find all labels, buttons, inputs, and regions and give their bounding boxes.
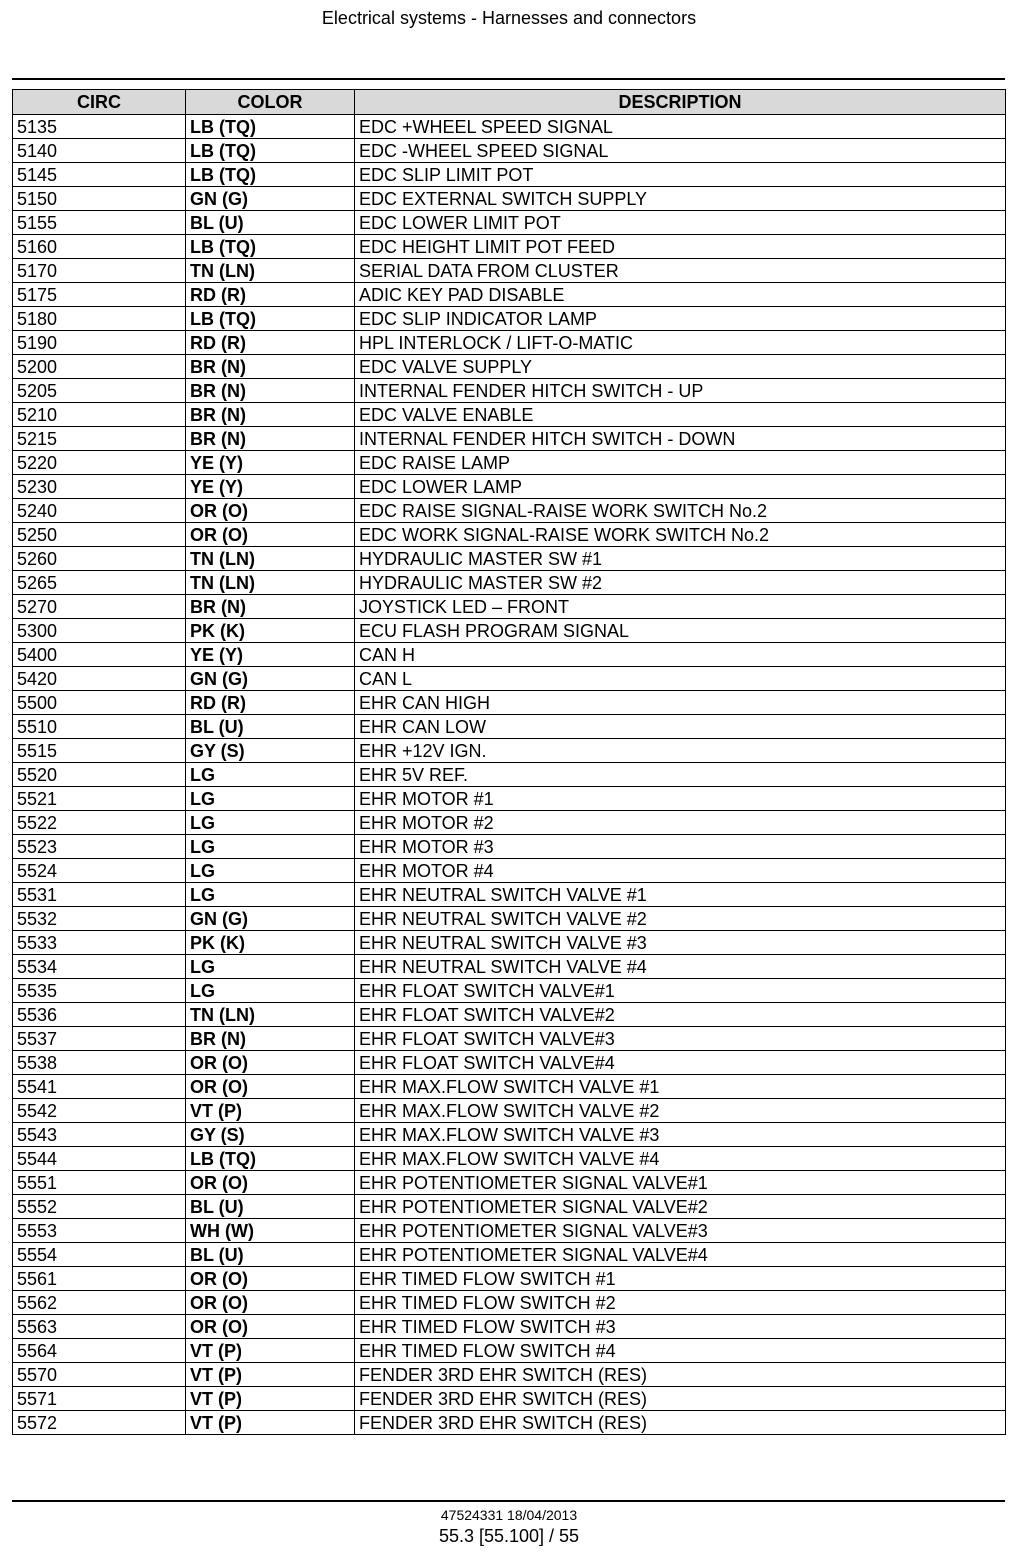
circ-cell: 5240 bbox=[13, 499, 186, 523]
circ-cell: 5533 bbox=[13, 931, 186, 955]
circ-cell: 5160 bbox=[13, 235, 186, 259]
description-cell: EDC +WHEEL SPEED SIGNAL bbox=[355, 115, 1006, 139]
table-row bbox=[13, 619, 1006, 643]
circ-cell: 5150 bbox=[13, 187, 186, 211]
color-cell: GY (S) bbox=[186, 1123, 355, 1147]
table-row bbox=[13, 355, 1006, 379]
color-cell: YE (Y) bbox=[186, 643, 355, 667]
circ-cell: 5230 bbox=[13, 475, 186, 499]
circ-cell: 5170 bbox=[13, 259, 186, 283]
circ-cell: 5400 bbox=[13, 643, 186, 667]
table-header-row bbox=[13, 90, 1006, 115]
table-row bbox=[13, 211, 1006, 235]
color-cell: VT (P) bbox=[186, 1363, 355, 1387]
table-row bbox=[13, 1219, 1006, 1243]
table-row bbox=[13, 331, 1006, 355]
circ-cell: 5145 bbox=[13, 163, 186, 187]
color-cell: OR (O) bbox=[186, 499, 355, 523]
color-cell: VT (P) bbox=[186, 1099, 355, 1123]
table-row bbox=[13, 763, 1006, 787]
description-cell: HYDRAULIC MASTER SW #2 bbox=[355, 571, 1006, 595]
circ-cell: 5215 bbox=[13, 427, 186, 451]
circ-cell: 5538 bbox=[13, 1051, 186, 1075]
table-row bbox=[13, 1051, 1006, 1075]
table-row bbox=[13, 403, 1006, 427]
circ-cell: 5520 bbox=[13, 763, 186, 787]
page-title: Electrical systems - Harnesses and connectors bbox=[321, 8, 697, 28]
table-row bbox=[13, 1003, 1006, 1027]
color-cell: BL (U) bbox=[186, 1195, 355, 1219]
color-cell: BL (U) bbox=[186, 211, 355, 235]
description-cell: EHR MAX.FLOW SWITCH VALVE #3 bbox=[355, 1123, 1006, 1147]
column-header-color: COLOR bbox=[186, 90, 355, 115]
table-row bbox=[13, 451, 1006, 475]
table-row bbox=[13, 307, 1006, 331]
table-row bbox=[13, 163, 1006, 187]
table-row bbox=[13, 1267, 1006, 1291]
color-cell: LG bbox=[186, 979, 355, 1003]
circ-cell: 5250 bbox=[13, 523, 186, 547]
circ-cell: 5572 bbox=[13, 1411, 186, 1435]
circ-cell: 5140 bbox=[13, 139, 186, 163]
color-cell: OR (O) bbox=[186, 1315, 355, 1339]
color-cell: LB (TQ) bbox=[186, 235, 355, 259]
circ-cell: 5554 bbox=[13, 1243, 186, 1267]
page-number: 55.3 [55.100] / 55 bbox=[438, 1526, 580, 1546]
circ-cell: 5200 bbox=[13, 355, 186, 379]
color-cell: TN (LN) bbox=[186, 259, 355, 283]
circuit-table bbox=[12, 89, 1006, 1435]
table-row bbox=[13, 1339, 1006, 1363]
table-row bbox=[13, 1075, 1006, 1099]
description-cell: EHR NEUTRAL SWITCH VALVE #4 bbox=[355, 955, 1006, 979]
color-cell: TN (LN) bbox=[186, 1003, 355, 1027]
color-cell: YE (Y) bbox=[186, 451, 355, 475]
description-cell: EDC EXTERNAL SWITCH SUPPLY bbox=[355, 187, 1006, 211]
color-cell: OR (O) bbox=[186, 1075, 355, 1099]
circ-cell: 5523 bbox=[13, 835, 186, 859]
description-cell: EHR TIMED FLOW SWITCH #2 bbox=[355, 1291, 1006, 1315]
table-row bbox=[13, 955, 1006, 979]
description-cell: EDC HEIGHT LIMIT POT FEED bbox=[355, 235, 1006, 259]
color-cell: YE (Y) bbox=[186, 475, 355, 499]
table-row bbox=[13, 811, 1006, 835]
color-cell: LB (TQ) bbox=[186, 1147, 355, 1171]
color-cell: TN (LN) bbox=[186, 571, 355, 595]
description-cell: EHR TIMED FLOW SWITCH #4 bbox=[355, 1339, 1006, 1363]
table-row bbox=[13, 1387, 1006, 1411]
color-cell: OR (O) bbox=[186, 1051, 355, 1075]
description-cell: SERIAL DATA FROM CLUSTER bbox=[355, 259, 1006, 283]
description-cell: INTERNAL FENDER HITCH SWITCH - UP bbox=[355, 379, 1006, 403]
circ-cell: 5561 bbox=[13, 1267, 186, 1291]
description-cell: ECU FLASH PROGRAM SIGNAL bbox=[355, 619, 1006, 643]
description-cell: EHR POTENTIOMETER SIGNAL VALVE#3 bbox=[355, 1219, 1006, 1243]
description-cell: CAN H bbox=[355, 643, 1006, 667]
table-row bbox=[13, 1195, 1006, 1219]
description-cell: EHR NEUTRAL SWITCH VALVE #3 bbox=[355, 931, 1006, 955]
description-cell: EHR MAX.FLOW SWITCH VALVE #4 bbox=[355, 1147, 1006, 1171]
table-row bbox=[13, 259, 1006, 283]
description-cell: EHR MOTOR #2 bbox=[355, 811, 1006, 835]
color-cell: LB (TQ) bbox=[186, 139, 355, 163]
description-cell: EDC WORK SIGNAL-RAISE WORK SWITCH No.2 bbox=[355, 523, 1006, 547]
description-cell: EDC LOWER LAMP bbox=[355, 475, 1006, 499]
color-cell: RD (R) bbox=[186, 331, 355, 355]
color-cell: OR (O) bbox=[186, 1267, 355, 1291]
circ-cell: 5515 bbox=[13, 739, 186, 763]
description-cell: EHR +12V IGN. bbox=[355, 739, 1006, 763]
table-row bbox=[13, 715, 1006, 739]
color-cell: BR (N) bbox=[186, 595, 355, 619]
circ-cell: 5562 bbox=[13, 1291, 186, 1315]
color-cell: LG bbox=[186, 811, 355, 835]
color-cell: OR (O) bbox=[186, 523, 355, 547]
color-cell: VT (P) bbox=[186, 1411, 355, 1435]
table-row bbox=[13, 115, 1006, 139]
table-row bbox=[13, 979, 1006, 1003]
description-cell: ADIC KEY PAD DISABLE bbox=[355, 283, 1006, 307]
circ-cell: 5260 bbox=[13, 547, 186, 571]
description-cell: EDC RAISE SIGNAL-RAISE WORK SWITCH No.2 bbox=[355, 499, 1006, 523]
description-cell: EHR FLOAT SWITCH VALVE#2 bbox=[355, 1003, 1006, 1027]
circ-cell: 5210 bbox=[13, 403, 186, 427]
table-row bbox=[13, 667, 1006, 691]
color-cell: BR (N) bbox=[186, 427, 355, 451]
circ-cell: 5510 bbox=[13, 715, 186, 739]
circ-cell: 5552 bbox=[13, 1195, 186, 1219]
description-cell: EDC SLIP LIMIT POT bbox=[355, 163, 1006, 187]
description-cell: FENDER 3RD EHR SWITCH (RES) bbox=[355, 1387, 1006, 1411]
description-cell: EHR CAN HIGH bbox=[355, 691, 1006, 715]
table-row bbox=[13, 139, 1006, 163]
description-cell: INTERNAL FENDER HITCH SWITCH - DOWN bbox=[355, 427, 1006, 451]
table-row bbox=[13, 427, 1006, 451]
color-cell: LB (TQ) bbox=[186, 115, 355, 139]
color-cell: LG bbox=[186, 787, 355, 811]
circ-cell: 5220 bbox=[13, 451, 186, 475]
color-cell: OR (O) bbox=[186, 1291, 355, 1315]
description-cell: EHR 5V REF. bbox=[355, 763, 1006, 787]
circ-cell: 5175 bbox=[13, 283, 186, 307]
description-cell: EHR FLOAT SWITCH VALVE#1 bbox=[355, 979, 1006, 1003]
color-cell: VT (P) bbox=[186, 1339, 355, 1363]
table-row bbox=[13, 1315, 1006, 1339]
description-cell: EDC SLIP INDICATOR LAMP bbox=[355, 307, 1006, 331]
color-cell: VT (P) bbox=[186, 1387, 355, 1411]
description-cell: EHR POTENTIOMETER SIGNAL VALVE#4 bbox=[355, 1243, 1006, 1267]
circ-cell: 5135 bbox=[13, 115, 186, 139]
table-row bbox=[13, 907, 1006, 931]
description-cell: HYDRAULIC MASTER SW #1 bbox=[355, 547, 1006, 571]
circ-cell: 5571 bbox=[13, 1387, 186, 1411]
color-cell: WH (W) bbox=[186, 1219, 355, 1243]
color-cell: LG bbox=[186, 883, 355, 907]
color-cell: LB (TQ) bbox=[186, 163, 355, 187]
footer-divider bbox=[12, 1500, 1005, 1502]
description-cell: EHR TIMED FLOW SWITCH #3 bbox=[355, 1315, 1006, 1339]
description-cell: EDC RAISE LAMP bbox=[355, 451, 1006, 475]
circ-cell: 5541 bbox=[13, 1075, 186, 1099]
table-row bbox=[13, 643, 1006, 667]
circ-cell: 5544 bbox=[13, 1147, 186, 1171]
circ-cell: 5300 bbox=[13, 619, 186, 643]
color-cell: PK (K) bbox=[186, 931, 355, 955]
table-row bbox=[13, 1027, 1006, 1051]
circ-cell: 5524 bbox=[13, 859, 186, 883]
table-row bbox=[13, 1171, 1006, 1195]
table-row bbox=[13, 1099, 1006, 1123]
table-row bbox=[13, 547, 1006, 571]
description-cell: EHR MOTOR #3 bbox=[355, 835, 1006, 859]
circ-cell: 5180 bbox=[13, 307, 186, 331]
table-row bbox=[13, 571, 1006, 595]
table-row bbox=[13, 787, 1006, 811]
circ-cell: 5553 bbox=[13, 1219, 186, 1243]
circ-cell: 5570 bbox=[13, 1363, 186, 1387]
circ-cell: 5563 bbox=[13, 1315, 186, 1339]
color-cell: BL (U) bbox=[186, 1243, 355, 1267]
circ-cell: 5564 bbox=[13, 1339, 186, 1363]
table-row bbox=[13, 475, 1006, 499]
table-row bbox=[13, 835, 1006, 859]
color-cell: BR (N) bbox=[186, 379, 355, 403]
table-row bbox=[13, 1243, 1006, 1267]
color-cell: GN (G) bbox=[186, 667, 355, 691]
description-cell: HPL INTERLOCK / LIFT-O-MATIC bbox=[355, 331, 1006, 355]
circ-cell: 5521 bbox=[13, 787, 186, 811]
description-cell: EHR NEUTRAL SWITCH VALVE #1 bbox=[355, 883, 1006, 907]
description-cell: EHR MOTOR #4 bbox=[355, 859, 1006, 883]
description-cell: EHR CAN LOW bbox=[355, 715, 1006, 739]
color-cell: BL (U) bbox=[186, 715, 355, 739]
circ-cell: 5155 bbox=[13, 211, 186, 235]
description-cell: CAN L bbox=[355, 667, 1006, 691]
table-row bbox=[13, 1411, 1006, 1435]
table-row bbox=[13, 1363, 1006, 1387]
table-row bbox=[13, 595, 1006, 619]
color-cell: BR (N) bbox=[186, 403, 355, 427]
color-cell: GN (G) bbox=[186, 907, 355, 931]
circ-cell: 5537 bbox=[13, 1027, 186, 1051]
description-cell: JOYSTICK LED – FRONT bbox=[355, 595, 1006, 619]
circ-cell: 5205 bbox=[13, 379, 186, 403]
description-cell: EDC -WHEEL SPEED SIGNAL bbox=[355, 139, 1006, 163]
color-cell: LB (TQ) bbox=[186, 307, 355, 331]
description-cell: EHR FLOAT SWITCH VALVE#3 bbox=[355, 1027, 1006, 1051]
color-cell: LG bbox=[186, 835, 355, 859]
color-cell: GY (S) bbox=[186, 739, 355, 763]
table-row bbox=[13, 499, 1006, 523]
table-row bbox=[13, 931, 1006, 955]
color-cell: RD (R) bbox=[186, 283, 355, 307]
color-cell: GN (G) bbox=[186, 187, 355, 211]
color-cell: BR (N) bbox=[186, 355, 355, 379]
header-divider bbox=[12, 78, 1005, 80]
description-cell: FENDER 3RD EHR SWITCH (RES) bbox=[355, 1363, 1006, 1387]
circ-cell: 5531 bbox=[13, 883, 186, 907]
color-cell: TN (LN) bbox=[186, 547, 355, 571]
circ-cell: 5551 bbox=[13, 1171, 186, 1195]
circ-cell: 5535 bbox=[13, 979, 186, 1003]
circ-cell: 5522 bbox=[13, 811, 186, 835]
circ-cell: 5270 bbox=[13, 595, 186, 619]
circ-cell: 5420 bbox=[13, 667, 186, 691]
circ-cell: 5532 bbox=[13, 907, 186, 931]
color-cell: BR (N) bbox=[186, 1027, 355, 1051]
color-cell: OR (O) bbox=[186, 1171, 355, 1195]
table-row bbox=[13, 235, 1006, 259]
document-reference: 47524331 18/04/2013 bbox=[440, 1507, 578, 1523]
circ-cell: 5536 bbox=[13, 1003, 186, 1027]
description-cell: EHR POTENTIOMETER SIGNAL VALVE#2 bbox=[355, 1195, 1006, 1219]
circ-cell: 5265 bbox=[13, 571, 186, 595]
table-body bbox=[13, 115, 1006, 1435]
color-cell: RD (R) bbox=[186, 691, 355, 715]
table-row bbox=[13, 1147, 1006, 1171]
table-row bbox=[13, 691, 1006, 715]
description-cell: EDC LOWER LIMIT POT bbox=[355, 211, 1006, 235]
description-cell: EHR MOTOR #1 bbox=[355, 787, 1006, 811]
circ-cell: 5542 bbox=[13, 1099, 186, 1123]
table-row bbox=[13, 379, 1006, 403]
description-cell: FENDER 3RD EHR SWITCH (RES) bbox=[355, 1411, 1006, 1435]
table-row bbox=[13, 1291, 1006, 1315]
color-cell: LG bbox=[186, 763, 355, 787]
table-row bbox=[13, 739, 1006, 763]
description-cell: EDC VALVE SUPPLY bbox=[355, 355, 1006, 379]
table-row bbox=[13, 187, 1006, 211]
description-cell: EHR POTENTIOMETER SIGNAL VALVE#1 bbox=[355, 1171, 1006, 1195]
description-cell: EHR FLOAT SWITCH VALVE#4 bbox=[355, 1051, 1006, 1075]
circ-cell: 5543 bbox=[13, 1123, 186, 1147]
circ-cell: 5190 bbox=[13, 331, 186, 355]
table-row bbox=[13, 523, 1006, 547]
circ-cell: 5534 bbox=[13, 955, 186, 979]
description-cell: EHR TIMED FLOW SWITCH #1 bbox=[355, 1267, 1006, 1291]
table-row bbox=[13, 859, 1006, 883]
table-row bbox=[13, 283, 1006, 307]
color-cell: PK (K) bbox=[186, 619, 355, 643]
color-cell: LG bbox=[186, 955, 355, 979]
column-header-circ: CIRC bbox=[13, 90, 186, 115]
circ-cell: 5500 bbox=[13, 691, 186, 715]
column-header-description: DESCRIPTION bbox=[355, 90, 1006, 115]
description-cell: EHR MAX.FLOW SWITCH VALVE #2 bbox=[355, 1099, 1006, 1123]
description-cell: EDC VALVE ENABLE bbox=[355, 403, 1006, 427]
table-row bbox=[13, 883, 1006, 907]
color-cell: LG bbox=[186, 859, 355, 883]
description-cell: EHR NEUTRAL SWITCH VALVE #2 bbox=[355, 907, 1006, 931]
description-cell: EHR MAX.FLOW SWITCH VALVE #1 bbox=[355, 1075, 1006, 1099]
table-row bbox=[13, 1123, 1006, 1147]
